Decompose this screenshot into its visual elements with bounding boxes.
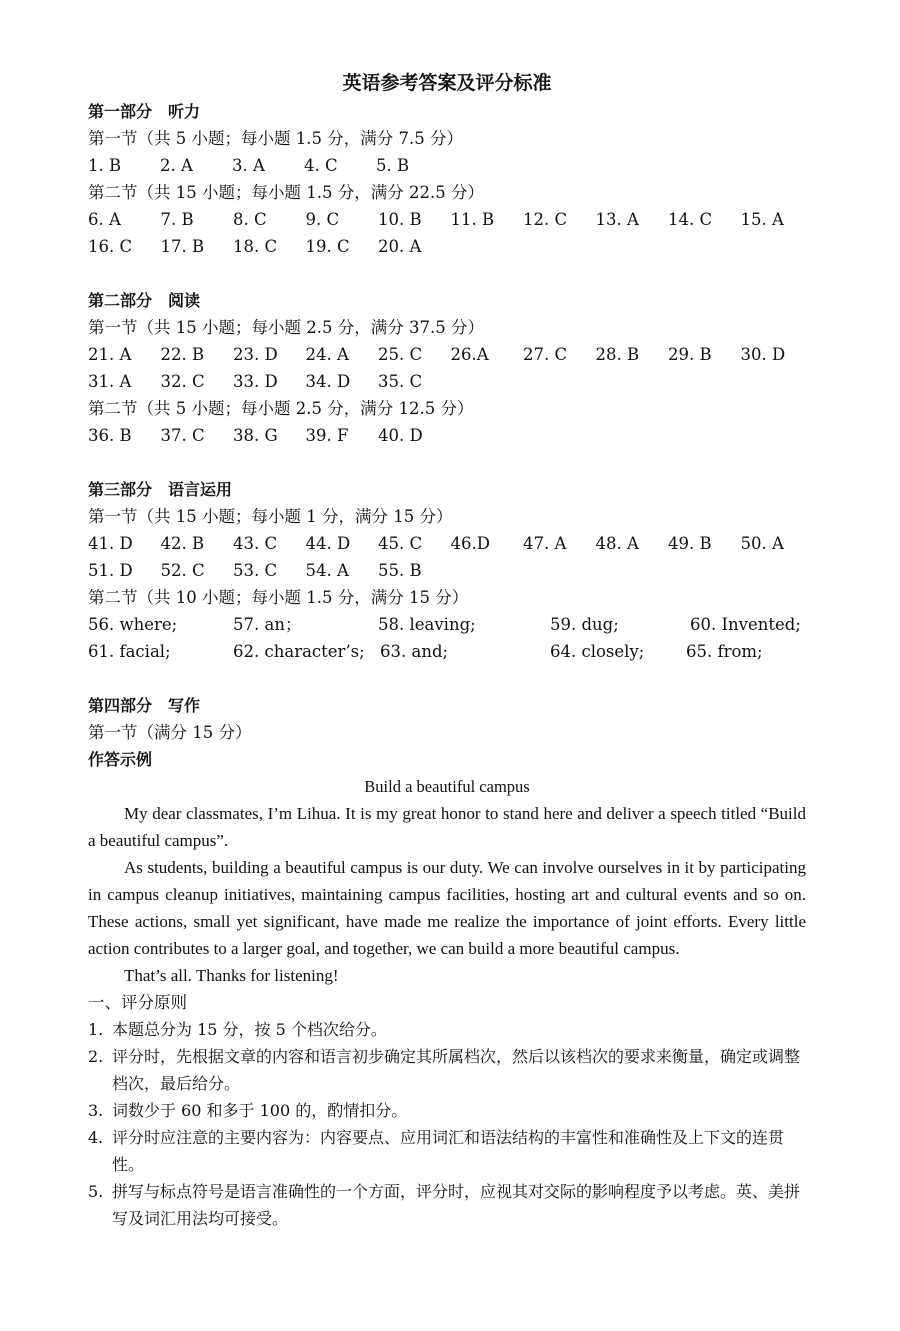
answer-item: 18. C [233,237,278,256]
answer-row [88,233,806,260]
rule-number: 2. [88,1047,104,1066]
answer-item: 4. C [304,156,338,175]
part1-sec1-label: 第一节（共 5 小题；每小题 1.5 分，满分 7.5 分） [88,129,463,148]
part2-sec2-label: 第二节（共 5 小题；每小题 2.5 分，满分 12.5 分） [88,399,474,418]
answer-item: 10. B [378,210,422,229]
answer-item: 28. B [595,345,640,364]
answer-item: 12. C [523,210,568,229]
answer-item: 51. D [88,561,133,580]
answer-item: 22. B [160,345,205,364]
answer-item: 50. A [740,534,784,553]
part2-sec1-label: 第一节（共 15 小题；每小题 2.5 分，满分 37.5 分） [88,318,484,337]
answer-item: 6. A [88,210,121,229]
answer-row [88,557,806,584]
essay-paragraph: My dear classmates, I’m Lihua. It is my great honor to stand here and deliver a speech titled “Build a beautiful campus”. [88,804,806,850]
answer-item: 52. C [160,561,205,580]
answer-row [88,206,806,233]
answer-item: 49. B [668,534,712,553]
answer-item: 13. A [595,210,639,229]
part1-heading: 第一部分 听力 [88,102,201,121]
answer-item: 33. D [233,372,278,391]
answer-item: 26.A [450,345,489,364]
answer-item: 46.D [450,534,490,553]
answer-item: 53. C [233,561,278,580]
answer-item: 47. A [523,534,567,553]
answer-item: 16. C [88,237,133,256]
rule-text: 评分时应注意的主要内容为：内容要点、应用词汇和语法结构的丰富性和准确性及上下文的连贯性。 [112,1128,785,1174]
answer-item: 14. C [668,210,713,229]
answer-item: 65. from; [686,642,763,661]
answer-item: 35. C [378,372,423,391]
rule-number: 3. [88,1101,104,1120]
answer-item: 15. A [740,210,784,229]
answer-item: 25. C [378,345,423,364]
answer-item: 39. F [305,426,349,445]
answer-item: 20. A [378,237,422,256]
answer-item: 60. Invented; [690,615,801,634]
answer-item: 64. closely; [550,642,645,661]
answer-item: 7. B [160,210,194,229]
rule-item [88,1043,806,1097]
answer-item: 62. character’s; [233,642,365,661]
answer-item: 58. leaving; [378,615,476,634]
rule-item [88,1097,806,1124]
rule-text: 词数少于 60 和多于 100 的，酌情扣分。 [112,1101,408,1120]
answer-item: 30. D [740,345,786,364]
answer-row [88,341,806,368]
part3-heading: 第三部分 语言运用 [88,480,233,499]
answer-item: 38. G [233,426,278,445]
answer-item: 43. C [233,534,278,553]
essay-paragraph: As students, building a beautiful campus is our duty. We can involve ourselves in it by participating in campus cleanup initiatives, maintaining campus facilities, hosting art and cultural events and so on. These actions, small yet significant, have made me realize the importance of joint efforts. Every little action contributes to a larger goal, and together, we can build a more beautiful campus. [88,858,806,958]
essay-title: Build a beautiful campus [364,777,530,796]
answer-item: 42. B [160,534,205,553]
page-title: 英语参考答案及评分标准 [342,72,552,94]
answer-item: 55. B [378,561,422,580]
answer-row [88,152,806,179]
answer-row [88,530,806,557]
answer-item: 63. and; [380,642,449,661]
answer-item: 27. C [523,345,568,364]
answer-item: 8. C [233,210,267,229]
essay-paragraph: That’s all. Thanks for listening! [124,966,339,985]
answer-item: 61. facial; [88,642,171,661]
answer-item: 9. C [305,210,340,229]
answer-item: 37. C [160,426,205,445]
answer-item: 59. dug; [550,615,619,634]
answer-item: 34. D [305,372,351,391]
answer-row [88,422,806,449]
rule-number: 1. [88,1020,104,1039]
rule-item [88,1124,806,1178]
answer-item: 31. A [88,372,132,391]
part2-heading: 第二部分 阅读 [88,291,201,310]
part1-sec2-label: 第二节（共 15 小题；每小题 1.5 分，满分 22.5 分） [88,183,484,202]
answer-item: 40. D [378,426,423,445]
answer-item: 29. B [668,345,712,364]
part4-heading: 第四部分 写作 [88,696,201,715]
rule-text: 拼写与标点符号是语言准确性的一个方面，评分时，应视其对交际的影响程度予以考虑。英、美拼写及词汇用法均可接受。 [112,1182,801,1228]
answer-item: 3. A [232,156,265,175]
answer-item: 5. B [376,156,410,175]
answer-item: 56. where; [88,615,178,634]
answer-row [88,368,806,395]
rules-heading: 一、评分原则 [88,993,187,1012]
answer-item: 41. D [88,534,133,553]
answer-item: 1. B [88,156,122,175]
answer-row [88,611,806,638]
part3-sec1-label: 第一节（共 15 小题；每小题 1 分，满分 15 分） [88,507,453,526]
rule-text: 本题总分为 15 分，按 5 个档次给分。 [112,1020,387,1039]
example-label: 作答示例 [88,750,153,769]
rule-number: 4. [88,1128,104,1147]
answer-row [88,638,806,665]
answer-item: 48. A [595,534,639,553]
answer-sheet [88,68,806,1232]
answer-item: 45. C [378,534,423,553]
answer-item: 36. B [88,426,132,445]
rule-text: 评分时，先根据文章的内容和语言初步确定其所属档次，然后以该档次的要求来衡量，确定或调整档次，最后给分。 [112,1047,801,1093]
answer-item: 23. D [233,345,278,364]
answer-item: 21. A [88,345,132,364]
answer-item: 24. A [305,345,349,364]
part4-sec1-label: 第一节（满分 15 分） [88,723,252,742]
answer-item: 19. C [305,237,350,256]
answer-item: 17. B [160,237,205,256]
answer-item: 44. D [305,534,351,553]
answer-item: 54. A [305,561,349,580]
rule-item [88,1016,806,1043]
answer-item: 57. an； [233,615,302,634]
answer-item: 32. C [160,372,205,391]
part3-sec2-label: 第二节（共 10 小题；每小题 1.5 分，满分 15 分） [88,588,469,607]
answer-item: 2. A [160,156,193,175]
answer-item: 11. B [450,210,495,229]
rule-item [88,1178,806,1232]
rule-number: 5. [88,1182,104,1201]
